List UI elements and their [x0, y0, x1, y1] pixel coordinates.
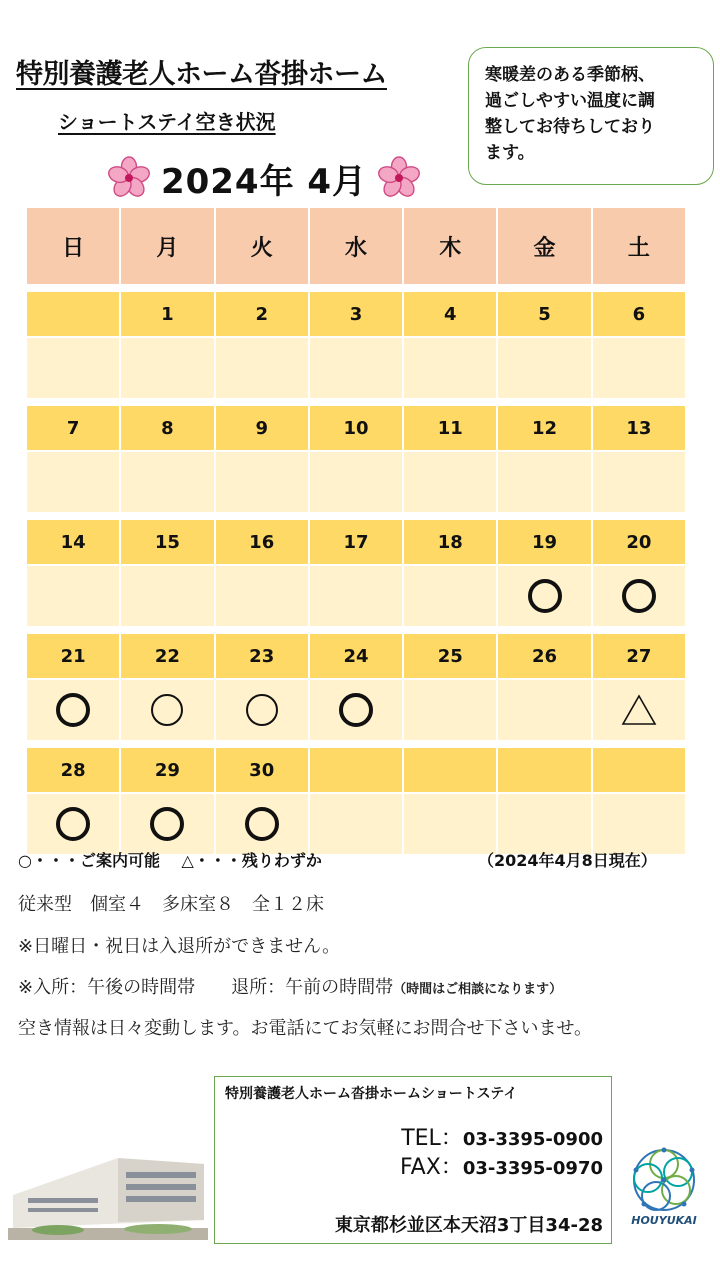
date-cell: 15: [121, 520, 215, 566]
seasonal-note: [468, 47, 714, 185]
available-mark-icon: [246, 694, 278, 726]
availability-cell: [404, 794, 498, 856]
date-cell: 1: [121, 292, 215, 338]
tel-label: TEL：: [401, 1126, 463, 1151]
availability-cell: [216, 338, 310, 400]
date-cell: 28: [27, 748, 121, 794]
date-row: [27, 748, 687, 794]
date-cell: 23: [216, 634, 310, 680]
date-cell: 30: [216, 748, 310, 794]
date-cell: 7: [27, 406, 121, 452]
availability-cell: [121, 794, 215, 856]
availability-row: [27, 566, 687, 628]
tel-number[interactable]: 03-3395-0900: [462, 1129, 603, 1150]
availability-cell: [404, 452, 498, 514]
availability-cell: [310, 794, 404, 856]
availability-cell: [310, 338, 404, 400]
date-cell: 6: [593, 292, 687, 338]
availability-cell: [498, 680, 592, 742]
date-cell: 5: [498, 292, 592, 338]
page-title: 特別養護老人ホーム沓掛ホーム: [16, 59, 387, 90]
availability-cell: [593, 452, 687, 514]
availability-change-note: 空き情報は日々変動します。お電話にてお気軽にお問合せ下さいませ。: [18, 1018, 593, 1039]
availability-row: [27, 794, 687, 856]
availability-cell: [310, 452, 404, 514]
date-cell: [404, 748, 498, 794]
checkin-checkout-text: ※入所：午後の時間帯 退所：午前の時間帯: [18, 977, 394, 998]
date-cell: 4: [404, 292, 498, 338]
availability-cell: [121, 566, 215, 628]
availability-cell: [216, 452, 310, 514]
availability-cell: [498, 338, 592, 400]
date-cell: [498, 748, 592, 794]
date-cell: [27, 292, 121, 338]
date-cell: 8: [121, 406, 215, 452]
availability-row: [27, 338, 687, 400]
address: 東京都杉並区本天沼3丁目34-28: [334, 1215, 603, 1236]
phone-line: [400, 1125, 603, 1154]
availability-cell: [216, 680, 310, 742]
date-cell: 29: [121, 748, 215, 794]
date-cell: 13: [593, 406, 687, 452]
availability-cell: [27, 680, 121, 742]
available-mark-icon: [150, 807, 184, 841]
available-mark-icon: [339, 693, 373, 727]
date-cell: [593, 748, 687, 794]
calendar-body: [27, 286, 687, 856]
availability-cell: [404, 680, 498, 742]
availability-cell: [498, 452, 592, 514]
date-cell: 25: [404, 634, 498, 680]
date-cell: 10: [310, 406, 404, 452]
availability-row: [27, 452, 687, 514]
checkin-checkout-note: [18, 973, 562, 999]
note-line: ます。: [485, 143, 535, 163]
date-cell: 9: [216, 406, 310, 452]
date-cell: 26: [498, 634, 592, 680]
date-cell: 24: [310, 634, 404, 680]
time-consult-note: （時間はご相談になります）: [393, 982, 563, 997]
weekday-thu: 木: [404, 208, 498, 286]
date-row: [27, 520, 687, 566]
weekday-mon: 月: [121, 208, 215, 286]
weekday-header-row: [27, 208, 687, 286]
availability-cell: [310, 680, 404, 742]
availability-cell: [593, 794, 687, 856]
availability-cell: [216, 566, 310, 628]
availability-cell: [216, 794, 310, 856]
availability-cell: [121, 680, 215, 742]
cherry-blossom-icon: [107, 156, 151, 200]
phone-fax-block: [400, 1125, 603, 1183]
logo-text: HOUYUKAI: [631, 1214, 697, 1227]
date-row: [27, 406, 687, 452]
date-cell: 16: [216, 520, 310, 566]
building-photo: [8, 1150, 208, 1240]
note-line: 過ごしやすい温度に調: [485, 91, 655, 111]
available-mark-icon: [151, 694, 183, 726]
weekday-tue: 火: [216, 208, 310, 286]
availability-cell: [121, 452, 215, 514]
available-mark-icon: [528, 579, 562, 613]
availability-cell: [310, 566, 404, 628]
weekday-fri: 金: [498, 208, 592, 286]
legend: ○・・・ご案内可能 △・・・残りわずか: [18, 851, 322, 870]
fax-label: FAX：: [400, 1155, 463, 1180]
availability-cell: [121, 338, 215, 400]
date-cell: 20: [593, 520, 687, 566]
availability-cell: [404, 566, 498, 628]
availability-cell: [27, 452, 121, 514]
date-cell: [310, 748, 404, 794]
availability-cell: [498, 566, 592, 628]
availability-calendar: [27, 208, 687, 856]
weekday-sat: 土: [593, 208, 687, 286]
facility-name: 特別養護老人ホーム沓掛ホームショートステイ: [225, 1086, 518, 1102]
date-cell: 11: [404, 406, 498, 452]
date-cell: 22: [121, 634, 215, 680]
date-cell: 27: [593, 634, 687, 680]
as-of-date: （2024年4月8日現在）: [478, 851, 657, 870]
date-cell: 21: [27, 634, 121, 680]
available-mark-icon: [56, 807, 90, 841]
availability-cell: [498, 794, 592, 856]
date-row: [27, 634, 687, 680]
note-line: 寒暖差のある季節柄、: [485, 65, 655, 85]
date-cell: 17: [310, 520, 404, 566]
available-mark-icon: [56, 693, 90, 727]
date-cell: 18: [404, 520, 498, 566]
date-row: [27, 292, 687, 338]
page-subtitle: ショートステイ空き状況: [58, 110, 276, 134]
availability-row: [27, 680, 687, 742]
weekday-wed: 水: [310, 208, 404, 286]
availability-cell: [593, 338, 687, 400]
date-cell: 2: [216, 292, 310, 338]
note-line: 整してお待ちしており: [485, 117, 655, 137]
availability-cell: [27, 338, 121, 400]
availability-cell: [404, 338, 498, 400]
availability-cell: [593, 680, 687, 742]
availability-cell: [27, 566, 121, 628]
date-cell: 14: [27, 520, 121, 566]
availability-cell: [27, 794, 121, 856]
available-mark-icon: [622, 579, 656, 613]
fax-line: [400, 1154, 603, 1183]
few-left-mark-icon: [621, 694, 657, 726]
contact-box: [214, 1076, 612, 1244]
date-cell: 12: [498, 406, 592, 452]
cherry-blossom-icon: [377, 156, 421, 200]
availability-cell: [593, 566, 687, 628]
available-mark-icon: [245, 807, 279, 841]
month-heading: [104, 152, 424, 204]
room-info: 従来型 個室４ 多床室８ 全１２床: [18, 894, 324, 915]
date-cell: 19: [498, 520, 592, 566]
weekday-sun: 日: [27, 208, 121, 286]
holiday-note: ※日曜日・祝日は入退所ができません。: [18, 936, 341, 957]
month-label: 2024年 4月: [160, 161, 368, 202]
fax-number: 03-3395-0970: [462, 1158, 603, 1179]
date-cell: 3: [310, 292, 404, 338]
